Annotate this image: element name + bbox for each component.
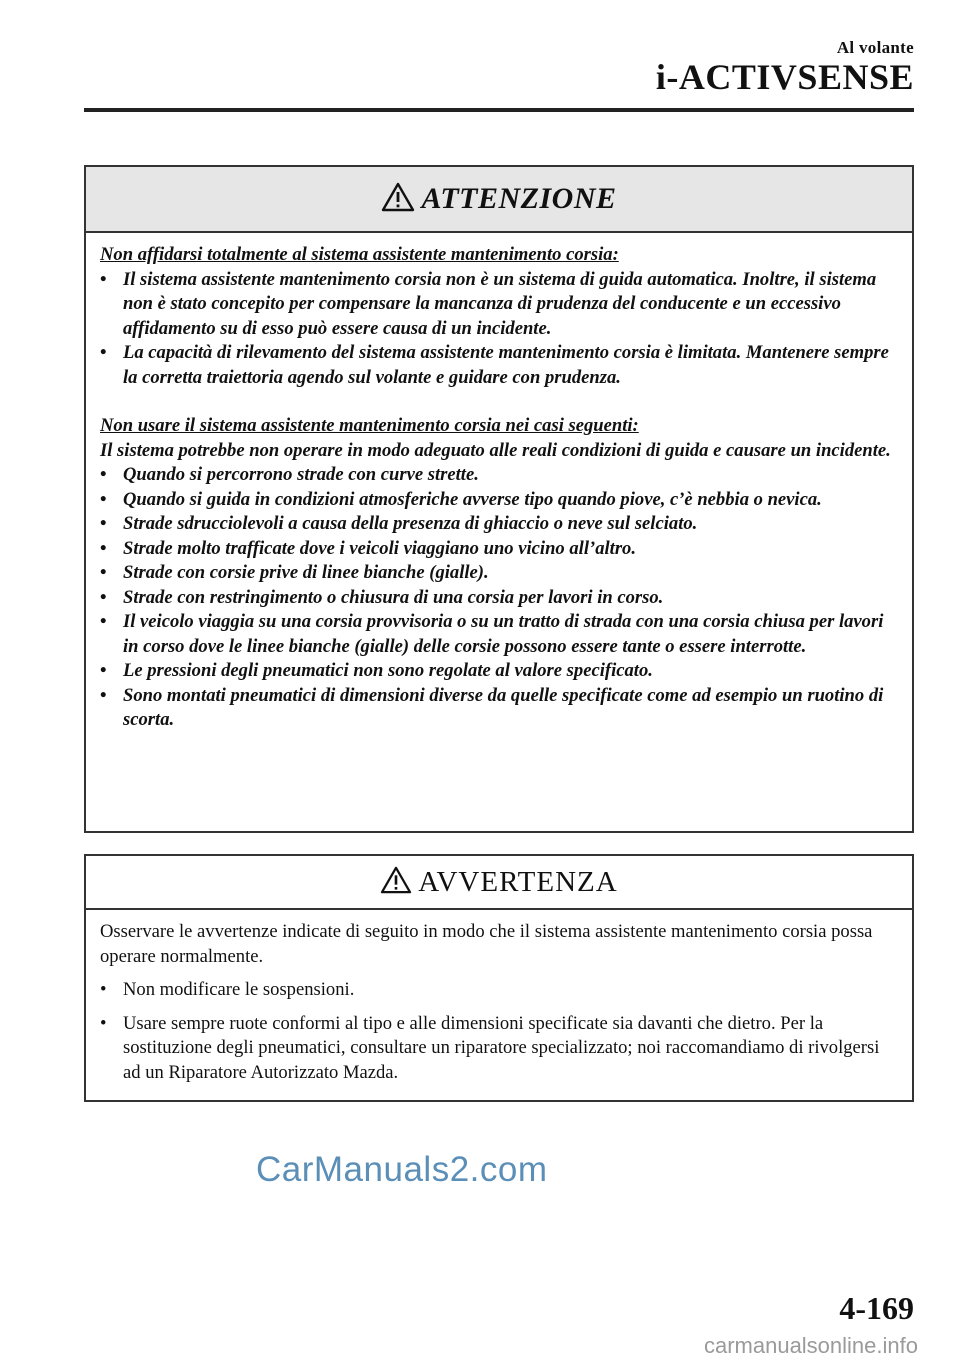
bullet: • <box>100 611 107 632</box>
list-item-text: Strade con corsie prive di linee bianche (gialle). <box>123 562 489 583</box>
warning-intro: Osservare le avvertenze indicate di seguito in modo che il sistema assistente mantenimento corsia possa operare normalmente. <box>100 921 873 967</box>
bullet: • <box>100 537 107 559</box>
warning-triangle-icon <box>381 182 415 217</box>
caution-box <box>84 165 914 833</box>
bullet: • <box>100 562 107 583</box>
caution-title: ATTENZIONE <box>421 182 617 215</box>
list-item <box>100 512 898 537</box>
list-item <box>100 268 898 342</box>
list-item <box>100 684 898 733</box>
list-item <box>100 463 898 488</box>
bullet: • <box>100 464 107 485</box>
warning-title: AVVERTENZA <box>418 865 618 898</box>
bullet: • <box>100 488 107 510</box>
caution-body <box>86 233 912 733</box>
list-item-text: Strade con restringimento o chiusura di una corsia per lavori in corso. <box>123 586 664 608</box>
list-item-text: Il veicolo viaggia su una corsia provvisoria o su un tratto di strada con una corsia chiusa per lavori in corso dove le linee bianche (gialle) delle corsie possono essere tante o essere interrotte. <box>123 611 884 657</box>
caution-heading-2: Non usare il sistema assistente mantenimento corsia nei casi seguenti: <box>100 415 639 436</box>
bullet: • <box>100 660 107 681</box>
list-item <box>100 488 898 513</box>
list-item <box>100 586 898 611</box>
list-item <box>100 1012 898 1086</box>
bullet: • <box>100 979 107 1000</box>
header-rule <box>84 108 914 112</box>
list-item-text: Sono montati pneumatici di dimensioni diverse da quelle specificate come ad esempio un ruotino di scorta. <box>123 684 884 730</box>
list-item <box>100 610 898 659</box>
bullet: • <box>100 268 107 290</box>
list-item <box>100 978 898 1003</box>
footer-url: carmanualsonline.info <box>703 1333 918 1358</box>
list-item-text: Quando si percorrono strade con curve strette. <box>123 464 479 485</box>
warning-box <box>84 854 914 1102</box>
list-item <box>100 659 898 684</box>
list-item-text: Usare sempre ruote conformi al tipo e alle dimensioni specificate sia davanti che dietro. Per la sostituzione degli pneumatici, consultare un riparatore specializzato; noi raccomandiamo di rivolgersi ad un Riparatore Autorizzato Mazda. <box>123 1012 880 1083</box>
list-item <box>100 341 898 390</box>
list-item <box>100 561 898 586</box>
warning-triangle-icon <box>380 866 412 899</box>
list-item-text: Non modificare le sospensioni. <box>123 979 355 1000</box>
list-item <box>100 537 898 562</box>
list-item-text: Strade sdrucciolevoli a causa della presenza di ghiaccio o neve sul selciato. <box>123 513 698 534</box>
caution-intro: Il sistema potrebbe non operare in modo adeguato alle reali condizioni di guida e causare un incidente. <box>100 439 891 461</box>
warning-header <box>86 856 912 910</box>
list-item-text: La capacità di rilevamento del sistema assistente mantenimento corsia è limitata. Mantenere sempre la corretta traiettoria agendo sul volante e guidare con prudenza. <box>123 342 889 388</box>
section-label: Al volante <box>836 38 914 57</box>
list-item-text: Le pressioni degli pneumatici non sono regolate al valore specificato. <box>123 660 653 681</box>
bullet: • <box>100 1012 107 1034</box>
list-item-text: Quando si guida in condizioni atmosferiche avverse tipo quando piove, c’è nebbia o nevica. <box>123 488 822 510</box>
caution-heading-1: Non affidarsi totalmente al sistema assistente mantenimento corsia: <box>100 244 619 265</box>
list-item-text: Strade molto trafficate dove i veicoli viaggiano uno vicino all’altro. <box>123 537 637 559</box>
bullet: • <box>100 342 107 363</box>
bullet: • <box>100 586 107 608</box>
caution-header <box>86 167 912 233</box>
list-item-text: Il sistema assistente mantenimento corsia non è un sistema di guida automatica. Inoltre, il sistema non è stato concepito per compensare la mancanza di prudenza del conducente e un eccessivo affidamento su di esso può essere causa di un incidente. <box>123 268 877 339</box>
page-number: 4-169 <box>839 1290 914 1326</box>
warning-body <box>86 910 912 1085</box>
watermark-logo: CarManuals2.com <box>256 1150 548 1189</box>
page-title: i-ACTIVSENSE <box>655 57 914 97</box>
bullet: • <box>100 513 107 534</box>
bullet: • <box>100 684 107 706</box>
